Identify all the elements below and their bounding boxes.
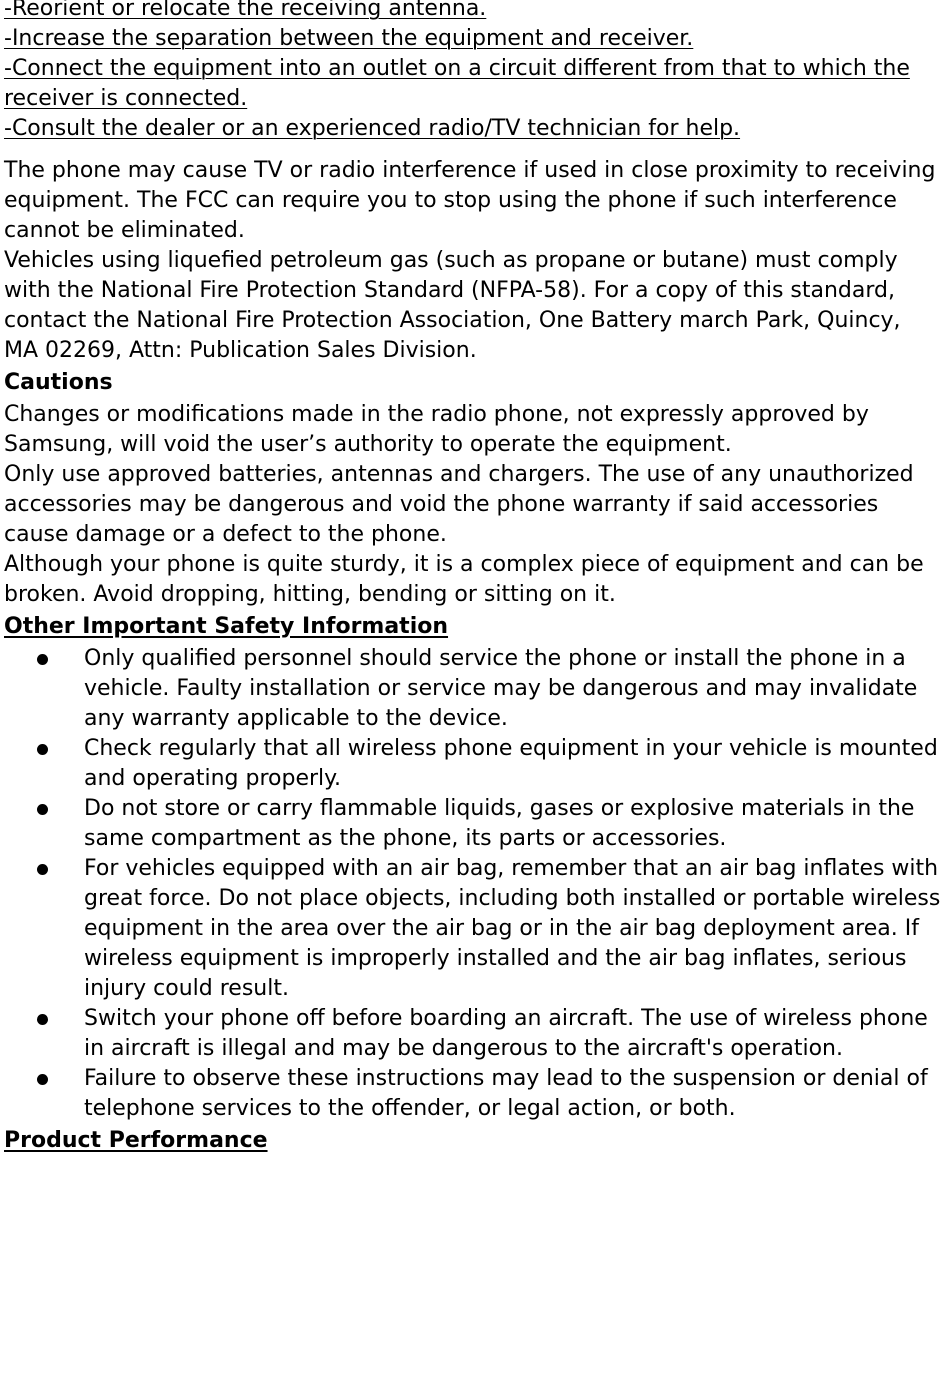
cautions-paragraph: Changes or modifications made in the radio phone, not expressly approved by Samsung, will void the user’s authority to operate the equipment. [4, 402, 869, 457]
product-performance-heading: Product Performance [4, 1128, 268, 1153]
list-item-text: Only qualified personnel should service the phone or install the phone in a vehicle. Faulty installation or service may be dangerous and may invalidate any warranty applicable to the device. [84, 646, 918, 731]
list-item [4, 1004, 941, 1064]
interference-remedies [4, 0, 941, 144]
cautions-heading: Cautions [4, 370, 113, 395]
remedy-line: -Connect the equipment into an outlet on a circuit different from that to which the receiver is connected. [4, 56, 910, 111]
bullet-icon [37, 654, 48, 665]
list-item-text: Check regularly that all wireless phone equipment in your vehicle is mounted and operating properly. [84, 736, 938, 791]
bullet-icon [37, 744, 48, 755]
list-item [4, 734, 941, 794]
list-item-text: For vehicles equipped with an air bag, remember that an air bag inflates with great force. Do not place objects, including both installed or portable wireless equipment in the area over the air bag or in the air bag deployment area. If wireless equipment is improperly installed and the air bag inflates, serious injury could result. [84, 856, 941, 1001]
bullet-icon [37, 864, 48, 875]
list-item [4, 854, 941, 1004]
list-item [4, 1064, 941, 1124]
bullet-icon [37, 804, 48, 815]
safety-list [4, 644, 941, 1124]
list-item-text: Switch your phone off before boarding an aircraft. The use of wireless phone in aircraft is illegal and may be dangerous to the aircraft's operation. [84, 1006, 928, 1061]
list-item [4, 644, 941, 734]
bullet-icon [37, 1074, 48, 1085]
remedy-line: -Consult the dealer or an experienced radio/TV technician for help. [4, 116, 741, 141]
cautions-paragraph: Although your phone is quite sturdy, it is a complex piece of equipment and can be broken. Avoid dropping, hitting, bending or sitting on it. [4, 552, 924, 607]
list-item-text: Do not store or carry flammable liquids, gases or explosive materials in the same compartment as the phone, its parts or accessories. [84, 796, 915, 851]
remedy-line: -Reorient or relocate the receiving antenna. [4, 0, 487, 21]
bullet-icon [37, 1014, 48, 1025]
list-item-text: Failure to observe these instructions may lead to the suspension or denial of telephone services to the offender, or legal action, or both. [84, 1066, 928, 1121]
remedy-line: -Increase the separation between the equipment and receiver. [4, 26, 694, 51]
list-item [4, 794, 941, 854]
cautions-paragraph: Only use approved batteries, antennas and chargers. The use of any unauthorized accessories may be dangerous and void the phone warranty if said accessories cause damage or a defect to the phone. [4, 462, 914, 547]
safety-heading: Other Important Safety Information [4, 614, 449, 639]
lpg-paragraph: Vehicles using liquefied petroleum gas (such as propane or butane) must comply with the National Fire Protection Standard (NFPA-58). For a copy of this standard, contact the National Fire Protection Association, One Battery march Park, Quincy, MA 02269, Attn: Publication Sales Division. [4, 248, 901, 363]
interference-paragraph: The phone may cause TV or radio interference if used in close proximity to receiving equipment. The FCC can require you to stop using the phone if such interference cannot be eliminated. [4, 158, 936, 243]
spacer [4, 144, 941, 156]
